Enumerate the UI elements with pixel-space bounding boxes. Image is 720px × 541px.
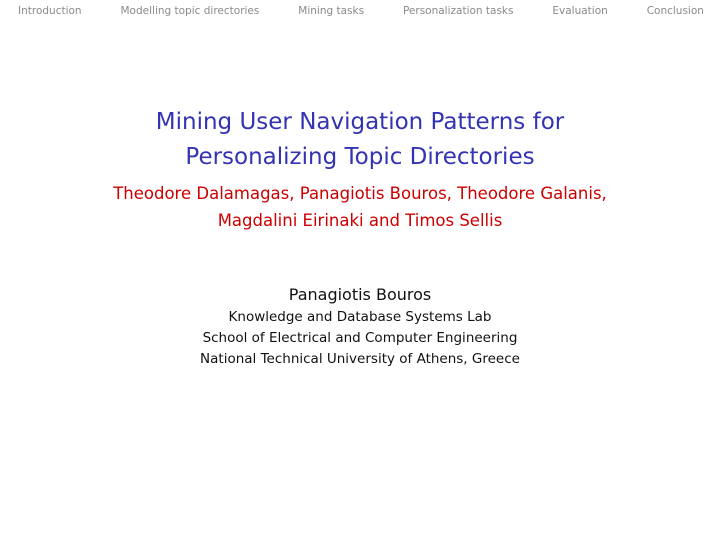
nav-item-conclusion[interactable]: Conclusion xyxy=(646,5,704,17)
nav-item-mining-tasks[interactable]: Mining tasks xyxy=(298,5,365,17)
nav-item-personalization-tasks[interactable]: Personalization tasks xyxy=(402,5,514,17)
author-list xyxy=(0,180,720,234)
nav-item-modelling-topic-directories[interactable]: Modelling topic directories xyxy=(120,5,260,17)
author-line-1: Theodore Dalamagas, Panagiotis Bouros, Theodore Galanis, xyxy=(113,184,607,203)
nav-item-introduction[interactable]: Introduction xyxy=(18,5,82,17)
affiliation-school: School of Electrical and Computer Engineering xyxy=(202,330,518,346)
title-line-2: Personalizing Topic Directories xyxy=(185,144,535,170)
presenter-name: Panagiotis Bouros xyxy=(288,285,432,304)
author-line-2: Magdalini Eirinaki and Timos Sellis xyxy=(217,211,503,230)
title-line-1: Mining User Navigation Patterns for xyxy=(155,109,565,135)
section-navigation-bar xyxy=(0,0,720,22)
affiliation-lab: Knowledge and Database Systems Lab xyxy=(228,309,492,325)
slide-title xyxy=(0,105,720,175)
nav-item-evaluation[interactable]: Evaluation xyxy=(552,5,608,17)
affiliation-university: National Technical University of Athens, Greece xyxy=(200,351,520,367)
presenter-info xyxy=(0,283,720,370)
